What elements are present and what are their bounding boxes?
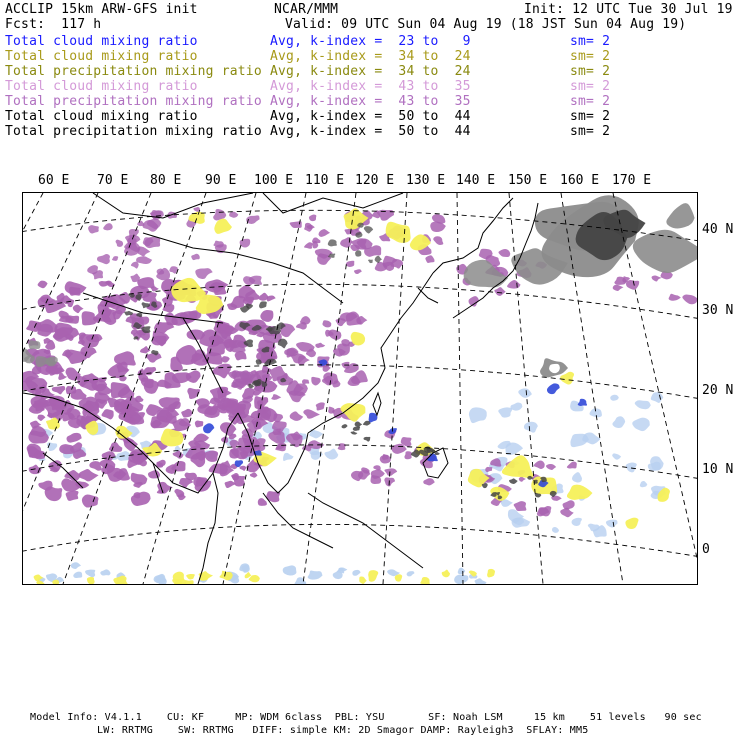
field-smoothing: sm= 2: [570, 49, 611, 64]
longitude-label: 140 E: [456, 173, 496, 188]
latitude-label: 0: [702, 542, 710, 557]
longitude-label: 120 E: [355, 173, 395, 188]
forecast-map: [22, 192, 698, 585]
field-smoothing: sm= 2: [570, 94, 611, 109]
latitude-label: 10 N: [702, 462, 734, 477]
longitude-label: 160 E: [560, 173, 600, 188]
cloud-ice-patch: [229, 448, 239, 458]
cloud-ice-patch: [302, 379, 309, 384]
longitude-label: 110 E: [305, 173, 345, 188]
latitude-label: 40 N: [702, 222, 734, 237]
institution-label: NCAR/MMM: [274, 2, 339, 17]
longitude-label: 90 E: [205, 173, 237, 188]
longitude-label: 60 E: [38, 173, 70, 188]
cloud-ice-patch: [69, 287, 81, 296]
field-name: Total precipitation mixing ratio: [5, 94, 262, 109]
longitude-label: 130 E: [406, 173, 446, 188]
field-k-index: Avg, k-index = 43 to 35: [270, 94, 471, 109]
longitude-label: 70 E: [97, 173, 129, 188]
run-title: ACCLIP 15km ARW-GFS init: [5, 2, 198, 17]
cloud-ice-patch: [260, 407, 271, 418]
longitude-label: 80 E: [150, 173, 182, 188]
latitude-label: 20 N: [702, 383, 734, 398]
field-k-index: Avg, k-index = 43 to 35: [270, 79, 471, 94]
longitude-label: 100 E: [254, 173, 294, 188]
field-k-index: Avg, k-index = 23 to 9: [270, 34, 471, 49]
model-info: Model Info: V4.1.1 CU: KF MP: WDM 6class PBL: YSU SF: Noah LSM 15 km 51 levels 90 sec: [30, 712, 702, 723]
field-k-index: Avg, k-index = 50 to 44: [270, 124, 471, 139]
gray-cloud: [29, 340, 41, 349]
physics-info: LW: RRTMG SW: RRTMG DIFF: simple KM: 2D Smagor DAMP: Rayleigh3 SFLAY: MM5: [97, 725, 589, 736]
field-name: Total precipitation mixing ratio: [5, 124, 262, 139]
field-name: Total cloud mixing ratio: [5, 109, 198, 124]
longitude-label: 150 E: [508, 173, 548, 188]
field-name: Total precipitation mixing ratio: [5, 64, 262, 79]
field-name: Total cloud mixing ratio: [5, 79, 198, 94]
field-k-index: Avg, k-index = 34 to 24: [270, 64, 471, 79]
field-k-index: Avg, k-index = 50 to 44: [270, 109, 471, 124]
init-time: Init: 12 UTC Tue 30 Jul 19: [524, 2, 733, 17]
field-smoothing: sm= 2: [570, 109, 611, 124]
forecast-hour: Fcst: 117 h: [5, 17, 102, 32]
precip-patch: [184, 580, 194, 584]
field-smoothing: sm= 2: [570, 124, 611, 139]
field-k-index: Avg, k-index = 34 to 24: [270, 49, 471, 64]
dark-cell: [353, 427, 360, 431]
latitude-label: 30 N: [702, 303, 734, 318]
longitude-label: 170 E: [612, 173, 652, 188]
field-smoothing: sm= 2: [570, 64, 611, 79]
valid-time: Valid: 09 UTC Sun 04 Aug 19 (18 JST Sun 04 Aug 19): [285, 17, 687, 32]
field-smoothing: sm= 2: [570, 34, 611, 49]
field-name: Total cloud mixing ratio: [5, 49, 198, 64]
field-name: Total cloud mixing ratio: [5, 34, 198, 49]
field-smoothing: sm= 2: [570, 79, 611, 94]
